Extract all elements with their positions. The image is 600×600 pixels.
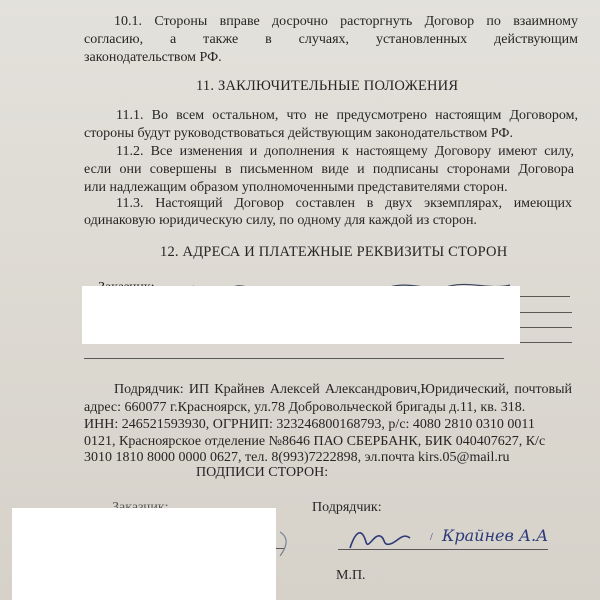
customer-field-line-5 (84, 358, 504, 359)
contractor-line-1: Подрядчик: ИП Крайнев Алексей Александрович,Юридический, почтовый (114, 382, 572, 397)
contractor-signature-handwriting: Крайнев А.А (442, 526, 549, 545)
clause-10-1-line-2: согласию, а также в случаях, установленных действующим (84, 32, 578, 47)
clause-10-1-line-3: законодательством РФ. (84, 50, 222, 65)
contractor-line-4: 0121, Красноярское отделение №8646 ПАО СБЕРБАНК, БИК 040407627, К/с (84, 434, 546, 449)
clause-11-line-2: стороны будут руководствоваться действующим законодательством РФ. (84, 126, 513, 141)
redaction-customer-details (82, 286, 520, 344)
contractor-line-2: адрес: 660077 г.Красноярск, ул.78 Добровольческой бригады д.11, кв. 318. (84, 400, 526, 415)
clause-11-line-1: 11.1. Во всем остальном, что не предусмотрено настоящим Договором, (116, 108, 578, 123)
contractor-signature-icon (346, 524, 416, 554)
customer-signature-trace (276, 530, 296, 560)
document-page: 10.1. Стороны вправе досрочно расторгнуть Договор по взаимному согласию, а также в случаях, установленных действующим законодательством РФ. 11. ЗАКЛЮЧИТЕЛЬНЫЕ ПОЛОЖЕНИЯ 11.1. Во всем остальном, что не предусмотрено настоящим Договором, стороны будут руководствоваться действующим законодательством РФ. 11.2. Все изменения и дополнения к настоящему Договору имеют силу, если они совершены в письменном виде и подписаны сторонами Договора или надлежащим образом уполномоченными представителями сторон. 11.3. Настоящий Договор составлен в двух экземплярах, имеющих одинаковую юридическую силу, по одному для каждой из сторон. 12. АДРЕСА И ПЛАТЕЖНЫЕ РЕКВИЗИТЫ СТОРОН Подрядчик: ИП Крайнев Алексей Александрович,Юридический, почтовый адрес: 660077 г.Красноярск, ул.78 Добровольческой бригады д.11, кв. 318. ИНН: 246521593930, ОГРНИП: 323246800168793, р/с: 4080 2810 0310 0011 0121, Красноярское отделение №8646 ПАО СБЕРБАНК, БИК 040407627, К/с 3010 1810 8000 0000 0627, тел. 8(993)7222898, эл.почта kirs.05@mail.ru ПОДПИСИ СТОРОН: Подрядчик: / Крайнев А.А М.П. (0, 0, 600, 600)
redaction-customer-signature (12, 508, 276, 600)
contractor-signature-label: Подрядчик: (312, 500, 382, 515)
contractor-line-5: 3010 1810 8000 0000 0627, тел. 8(993)7222898, эл.почта kirs.05@mail.ru (84, 450, 510, 465)
section-12-heading: 12. АДРЕСА И ПЛАТЕЖНЫЕ РЕКВИЗИТЫ СТОРОН (160, 244, 508, 260)
clause-11-line-3: 11.2. Все изменения и дополнения к настоящему Договору имеют силу, (116, 144, 574, 159)
stamp-place-label: М.П. (336, 568, 366, 583)
contractor-line-3: ИНН: 246521593930, ОГРНИП: 323246800168793, р/с: 4080 2810 0310 0011 (84, 417, 535, 432)
clause-10-1-line-1: 10.1. Стороны вправе досрочно расторгнуть Договор по взаимному (114, 14, 578, 29)
clause-11-line-4: если они совершены в письменном виде и подписаны сторонами Договора (84, 162, 574, 177)
clause-11-line-5: или надлежащим образом уполномоченными представителями сторон. (84, 180, 508, 195)
section-11-heading: 11. ЗАКЛЮЧИТЕЛЬНЫЕ ПОЛОЖЕНИЯ (196, 78, 459, 94)
clause-11-line-6: 11.3. Настоящий Договор составлен в двух экземплярах, имеющих (116, 196, 572, 211)
signatures-heading: ПОДПИСИ СТОРОН: (196, 465, 329, 480)
clause-11-line-7: одинаковую юридическую силу, по одному для каждой из сторон. (84, 213, 477, 228)
